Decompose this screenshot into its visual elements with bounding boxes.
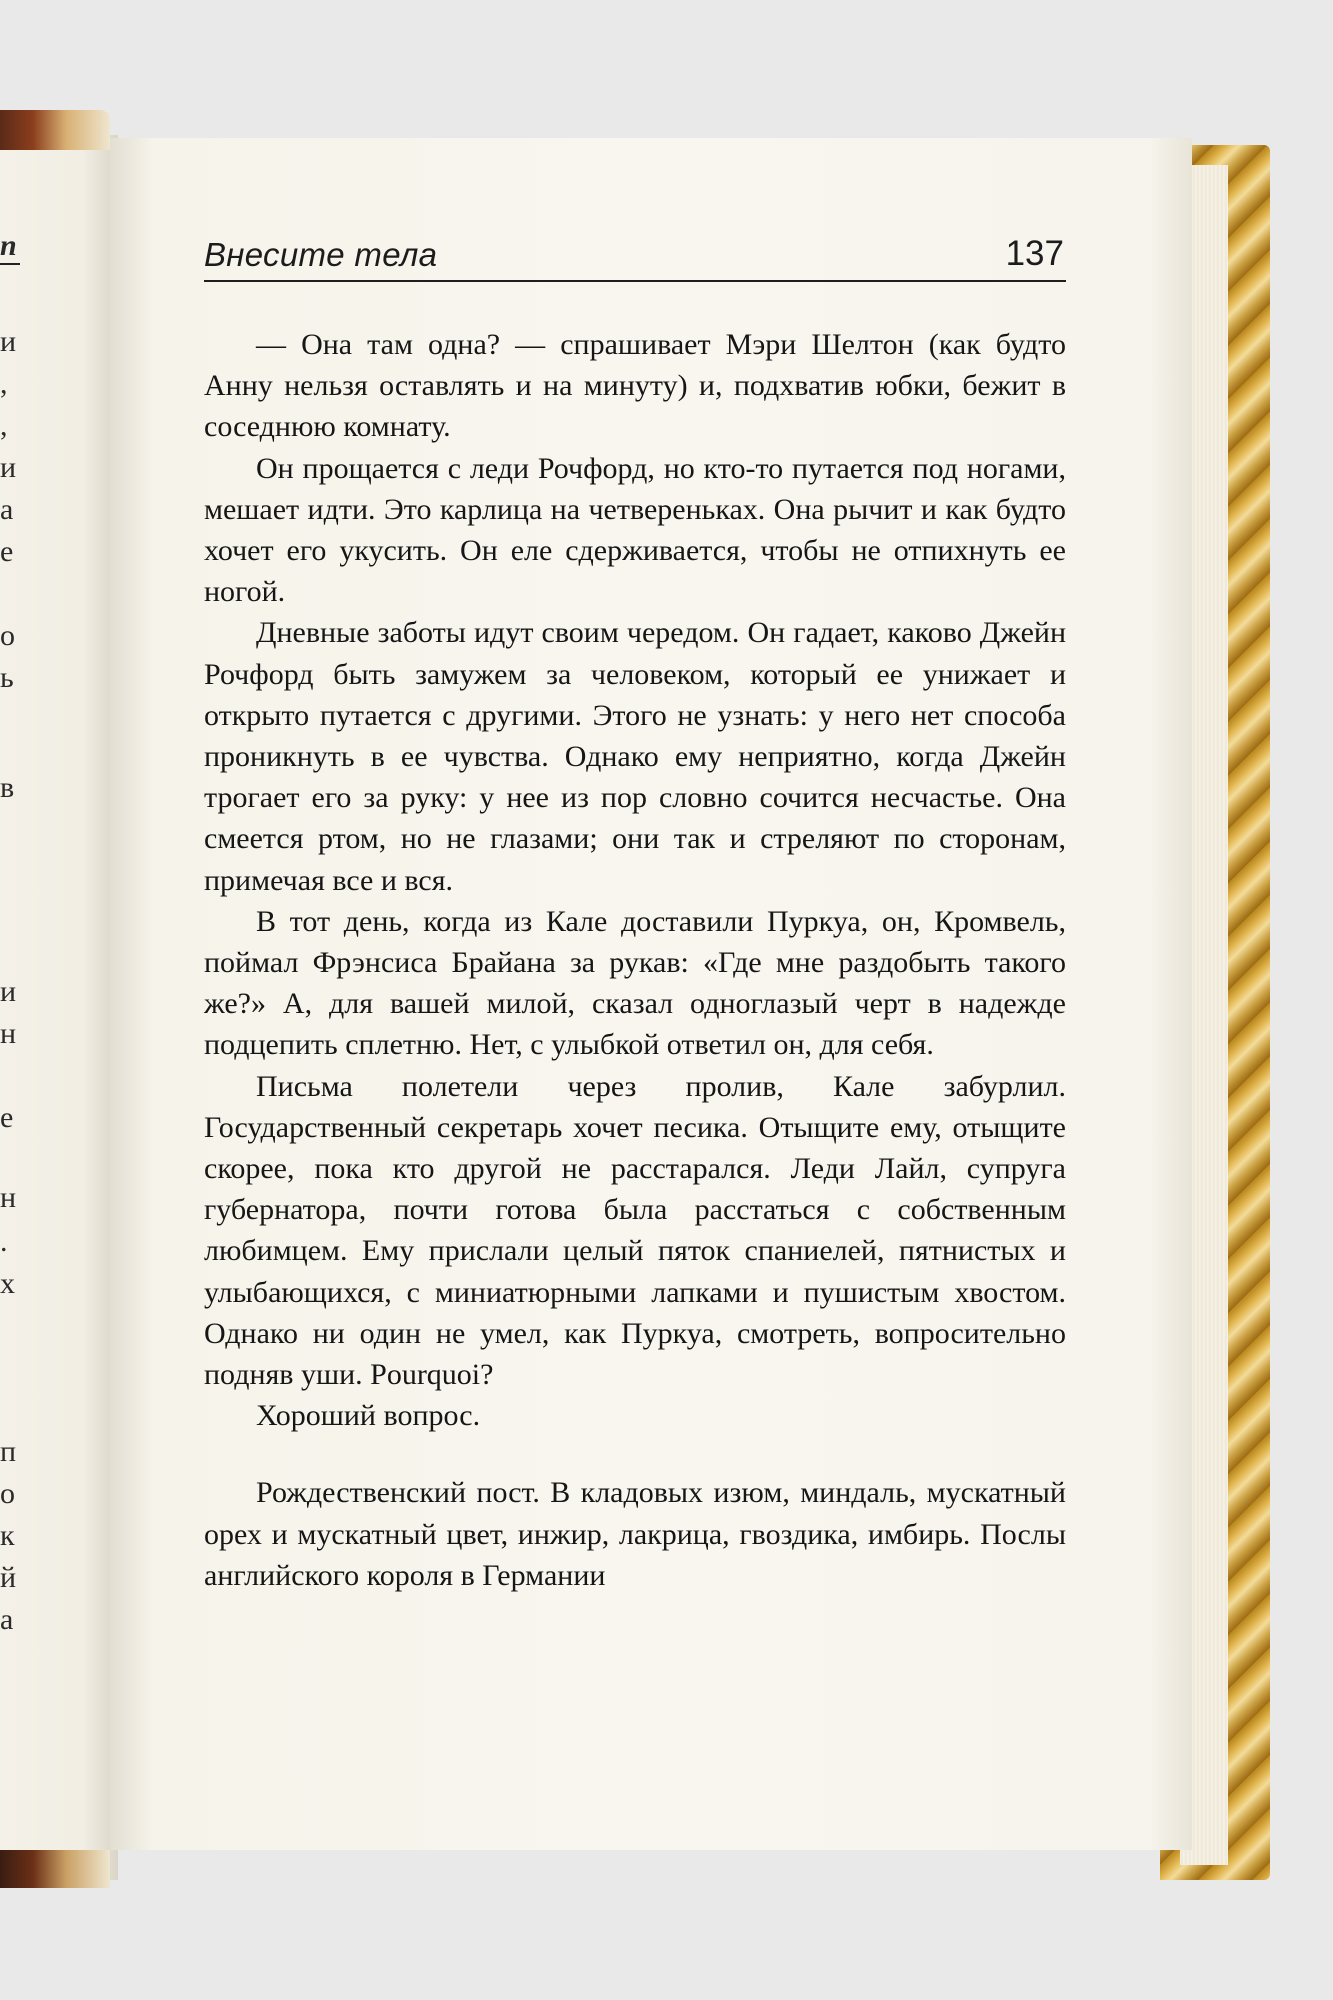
paragraph: Хороший вопрос. <box>256 1399 481 1433</box>
running-header <box>204 234 1066 282</box>
left-fragment: о <box>0 1477 15 1510</box>
paragraph: Письма полетели через пролив, Кале забурлил. Государственный секретарь хочет песика. Отыщите ему, отыщите скорее, пока кто другой не расстарался. Леди Лайл, супруга губернатора, почти готова была расстаться с собственным любимцем. Ему прислали целый пяток спаниелей, пятнистых и улыбающихся, с миниатюрными лапками и пушистым хвостом. Однако ни один не умел, как Пуркуа, смотреть, вопросительно подняв уши. Pourquoi? <box>204 1069 1066 1392</box>
left-fragment: п <box>0 229 20 265</box>
left-fragment: х <box>0 1267 15 1300</box>
left-fragment: ь <box>0 661 14 694</box>
left-fragment: о <box>0 619 15 652</box>
paragraph: — Она там одна? — спрашивает Мэри Шелтон (как будто Анну нельзя оставлять и на минуту) и, подхватив юбки, бежит в соседнюю комнату. <box>204 328 1066 444</box>
left-fragment: н <box>0 1181 17 1214</box>
left-fragment: , <box>0 409 8 442</box>
left-fragment: к <box>0 1519 15 1552</box>
left-fragment: н <box>0 1017 17 1050</box>
left-page <box>0 135 118 1880</box>
left-fragment: е <box>0 1101 14 1134</box>
left-fragment: и <box>0 325 17 358</box>
book-spine-top <box>0 110 110 150</box>
book-spine-bottom <box>0 1850 110 1888</box>
chapter-title: Внесите тела <box>204 236 438 273</box>
left-page-text-fragments <box>0 135 20 1880</box>
left-fragment: а <box>0 1603 14 1636</box>
left-fragment: п <box>0 1435 17 1468</box>
left-fragment: . <box>0 1225 8 1258</box>
left-fragment: и <box>0 975 17 1008</box>
left-fragment: е <box>0 535 14 568</box>
left-fragment: й <box>0 1561 17 1594</box>
paragraph: Рождественский пост. В кладовых изюм, миндаль, мускатный орех и мускатный цвет, инжир, лакрица, гвоздика, имбирь. Послы английского короля в Германии <box>204 1476 1066 1592</box>
page-body <box>204 324 1066 1596</box>
left-fragment: а <box>0 493 14 526</box>
page-number: 137 <box>1005 234 1064 273</box>
left-fragment: в <box>0 771 15 804</box>
paragraph: Дневные заботы идут своим чередом. Он гадает, каково Джейн Рочфорд быть замужем за человеком, который ее унижает и открыто путается с другими. Этого не узнать: у него нет способа проникнуть в ее чувства. Однако ему неприятно, когда Джейн трогает его за руку: у нее из пор словно сочится несчастье. Она смеется ртом, но не глазами; они так и стреляют по сторонам, примечая все и вся. <box>204 616 1066 897</box>
left-fragment: и <box>0 451 17 484</box>
left-fragment: , <box>0 367 8 400</box>
paragraph: В тот день, когда из Кале доставили Пуркуа, он, Кромвель, поймал Фрэнсиса Брайана за рукав: «Где мне раздобыть такого же?» А, для вашей милой, сказал одноглазый черт в надежде подцепить сплетню. Нет, с улыбкой ответил он, для себя. <box>204 904 1066 1062</box>
paragraph: Он прощается с леди Рочфорд, но кто-то путается под ногами, мешает идти. Это карлица на четвереньках. Она рычит и как будто хочет его укусить. Он еле сдерживается, чтобы не отпихнуть ее ногой. <box>204 451 1066 609</box>
